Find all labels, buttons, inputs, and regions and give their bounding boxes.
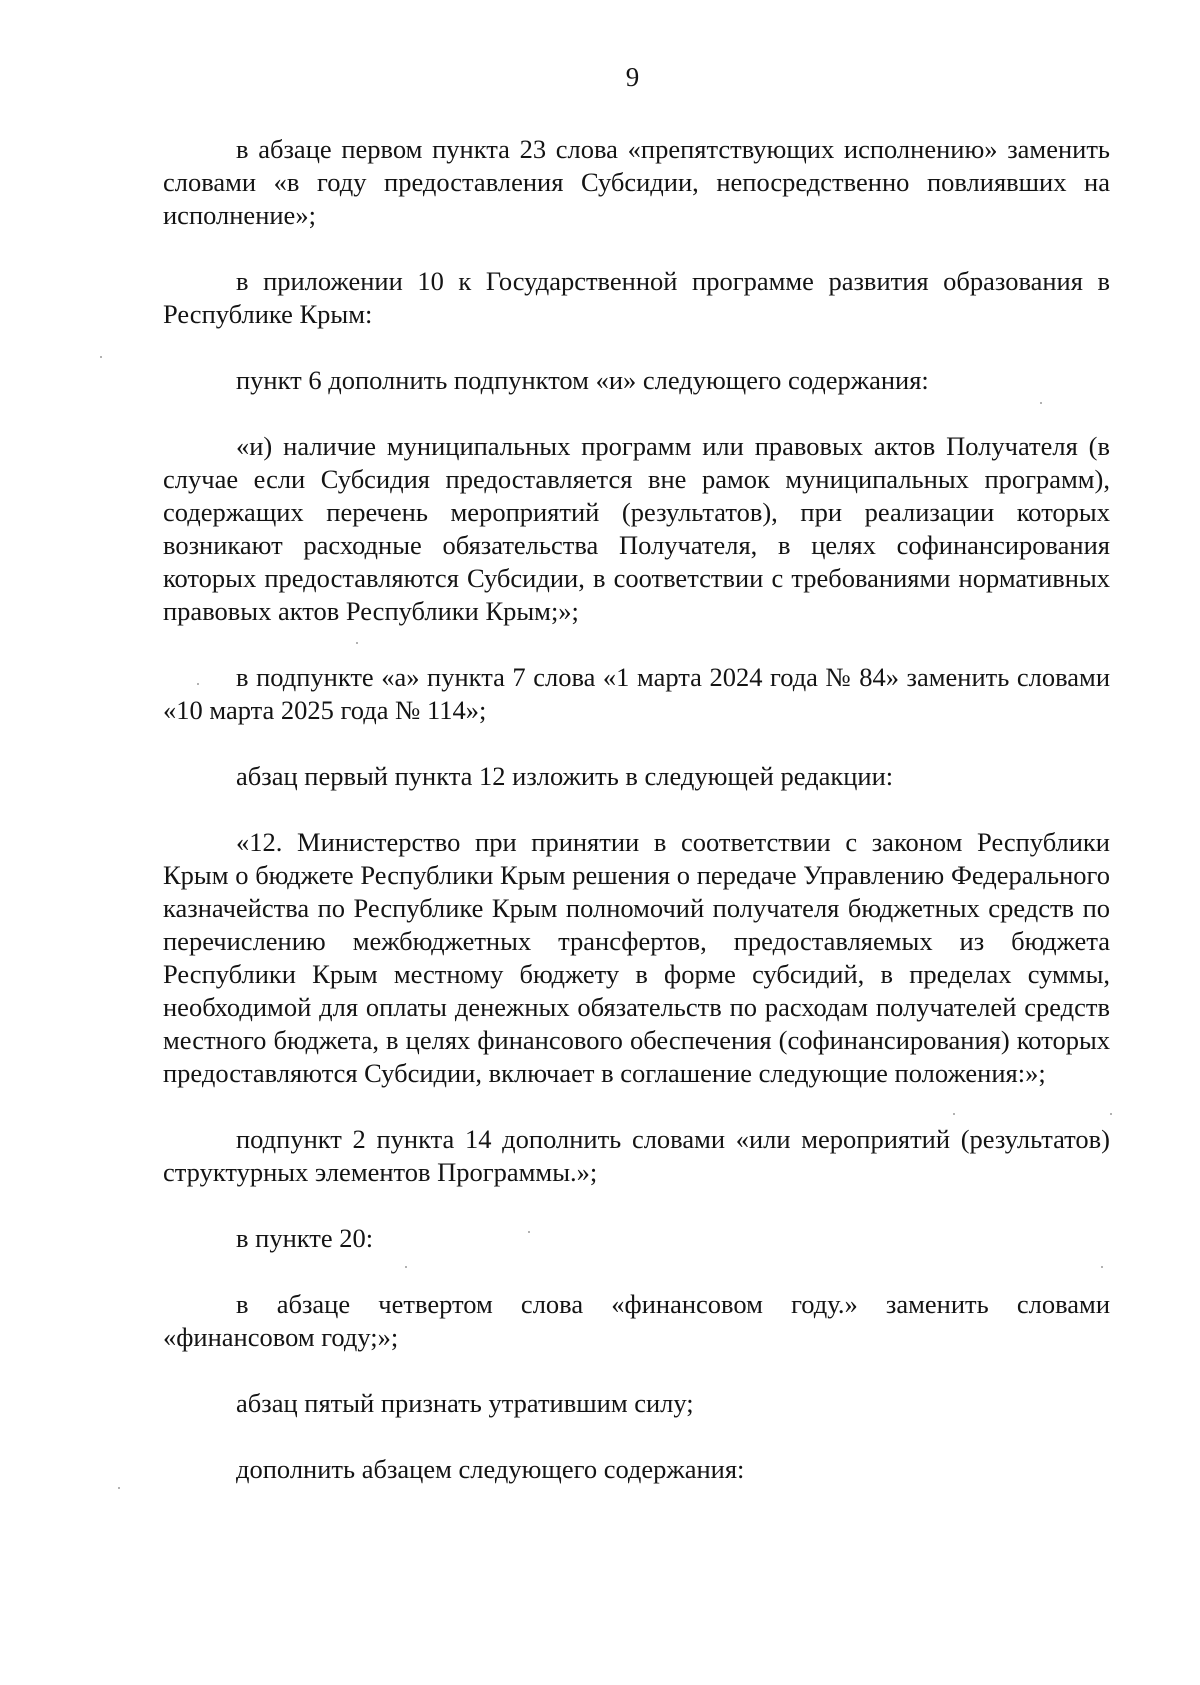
- document-body: [163, 133, 1110, 1486]
- scan-speck: [356, 642, 358, 644]
- paragraph-12: дополнить абзацем следующего содержания:: [236, 1454, 745, 1484]
- scan-speck: [1101, 1266, 1103, 1268]
- scan-speck: [1040, 402, 1042, 404]
- scan-speck: [528, 1231, 530, 1233]
- page-number: 9: [625, 62, 640, 92]
- paragraph-5: в подпункте «а» пункта 7 слова «1 марта 2024 года № 84» заменить словами «10 марта 2025 года № 114»;: [163, 662, 1110, 725]
- paragraph-7: «12. Министерство при принятии в соответствии с законом Республики Крым о бюджете Республики Крым решения о передаче Управлению Федерального казначейства по Республике Крым полномочий получателя бюджетных средств по перечислению межбюджетных трансфертов, предоставляемых из бюджета Республики Крым местному бюджету в форме субсидий, в пределах суммы, необходимой для оплаты денежных обязательств по расходам получателей средств местного бюджета, в целях финансового обеспечения (софинансирования) которых предоставляются Субсидии, включает в соглашение следующие положения:»;: [163, 827, 1110, 1088]
- paragraph-6: абзац первый пункта 12 изложить в следующей редакции:: [236, 761, 894, 791]
- paragraph-3: пункт 6 дополнить подпунктом «и» следующего содержания:: [236, 365, 929, 395]
- paragraph-8: подпункт 2 пункта 14 дополнить словами «или мероприятий (результатов) структурных элементов Программы.»;: [163, 1124, 1110, 1187]
- paragraph-10: в абзаце четвертом слова «финансовом году.» заменить словами «финансовом году;»;: [163, 1289, 1110, 1352]
- paragraph-2: в приложении 10 к Государственной программе развития образования в Республике Крым:: [163, 266, 1110, 329]
- paragraph-9: в пункте 20:: [236, 1223, 374, 1253]
- scan-speck: [1110, 1113, 1112, 1115]
- scan-speck: [405, 1266, 407, 1268]
- scan-speck: [118, 1487, 120, 1489]
- scan-speck: [197, 683, 199, 685]
- paragraph-1: в абзаце первом пункта 23 слова «препятствующих исполнению» заменить словами «в году предоставления Субсидии, непосредственно повлиявших на исполнение»;: [163, 134, 1110, 230]
- paragraph-11: абзац пятый признать утратившим силу;: [236, 1388, 694, 1418]
- scan-speck: [100, 356, 102, 358]
- paragraph-4: «и) наличие муниципальных программ или правовых актов Получателя (в случае если Субсидия предоставляется вне рамок муниципальных программ), содержащих перечень мероприятий (результатов), при реализации которых возникают расходные обязательства Получателя, в целях софинансирования которых предоставляются Субсидии, в соответствии с требованиями нормативных правовых актов Республики Крым;»;: [163, 431, 1110, 626]
- scan-speck: [953, 1113, 955, 1115]
